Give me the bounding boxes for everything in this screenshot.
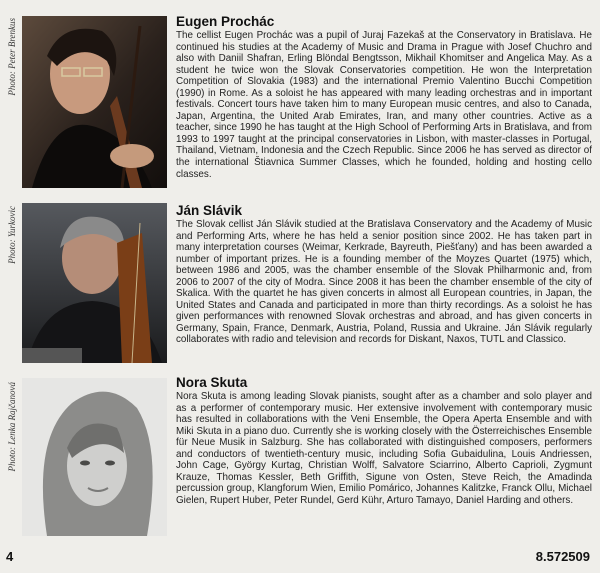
- artist-bio: Nora Skuta is among leading Slovak pianists, sought after as a chamber and solo player and as a performer of contemporary music. Her extensive involvement with contemporary music has resulted in collaborations with the Veni Ensemble, the Opera Aperta Ensemble and with Miki Skuta in a piano duo. Currently she is working closely with the Österreichisches Ensemble für Neue Musik in Salzburg. She has collaborated with distinguished composers, performers and conductors of twentieth-century music, including Sofia Gubaidulina, Louis Andriessen, John Cage, György Kurtag, Christian Wolff, Salvatore Sciarrino, Alberto Caprioli, Zygmunt Krauze, Thomas Kessler, Beth Griffith, Sigune von Osten, Steve Reich, the Amadinda percussion group, Klangforum Wien, Emilio Pomárico, Johannes Kalitzke, Franck Ollu, Michael Gielen, Rupert Huber, Peter Rundel, Gerd Kühr, Arturo Tamayo, Daniel Harding and others.: [176, 391, 592, 506]
- photo-credit: Photo: Lenka Rajčanová: [7, 382, 17, 472]
- artist-name: Ján Slávik: [176, 203, 243, 218]
- catalogue-number: 8.572509: [535, 549, 590, 564]
- photo-credit: Photo: Yurkovic: [7, 206, 17, 264]
- page-number: 4: [6, 549, 14, 564]
- portrait-photo: [22, 16, 167, 188]
- photo-credit: Photo: Peter Brenkus: [7, 18, 17, 96]
- artist-bio: The cellist Eugen Prochác was a pupil of Juraj Fazekaš at the Conservatory in Bratislava. He continued his studies at the Academy of Music and Drama in Prague with Josef Chuchro and also with Daniil Shafran, Erling Blöndal Bengtsson, Mikhail Khomitser and Angelica May. As a student he twice won the Slovak Conservatories competition. He won the Interpretation Competition of Slovakia (1983) and the international Premio Valentino Bucchi Competition (1990) in Rome. As a soloist he has appeared with many leading orchestras and in important festivals. Concert tours have taken him to many European music centres, and also to Canada, Japan, Argentina, the United Arab Emirates, Iran, and many other countries. Active as a teacher, since 1990 he has taught at the High School of Performing Arts in Bratislava, and from 1993 to 1997 taught at the principal conservatories in Lisbon, with master-classes in Portugal, Thailand, Vietnam, Indonesia and the Czech Republic. Since 2006 he has served as director of the international Štiavnica Summer Classes, which he founded, holding and hosting cello classes.: [176, 30, 592, 180]
- portrait-photo: [22, 378, 167, 536]
- artist-name: Nora Skuta: [176, 375, 248, 390]
- artist-name: Eugen Prochác: [176, 14, 275, 29]
- portrait-photo: [22, 203, 167, 363]
- artist-bio: The Slovak cellist Ján Slávik studied at the Bratislava Conservatory and the Academy of Music and Performing Arts, where he has held a senior position since 2002. He has taken part in many interpretation courses (Weimar, Kerkrade, Bayreuth, Piešťany) and has been awarded a number of important prizes. He is a founding member of the Moyzes Quartet (1975) which, between 1986 and 2005, was the chamber ensemble of the Slovak Philharmonic and, from 2006 to 2007 of the city of Modra. Since 2008 it has been the chamber ensemble of the city of Skalica. With the quartet he has given concerts in almost all European countries, in Japan, the United States and Canada and participated in more than thirty recordings. As a soloist he has given performances with renowned Slovak orchestras and abroad, and has given concerts in Germany, Spain, France, Denmark, Austria, Poland, Russia and Ukraine. Ján Slávik regularly collaborates with radio and television and records for Diskant, Naxos, TUTL and Classico.: [176, 219, 592, 346]
